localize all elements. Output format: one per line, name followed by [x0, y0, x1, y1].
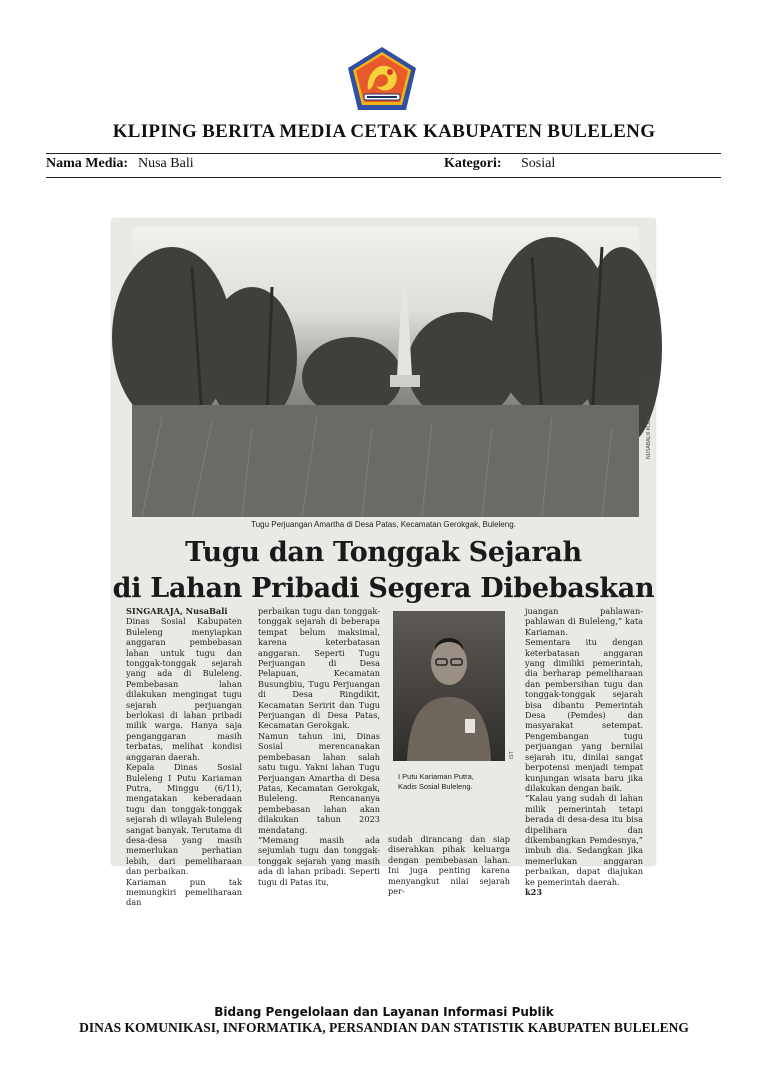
- portrait-caption: [398, 772, 510, 792]
- paragraph: juangan pahlawan-pahlawan di Buleleng,” kata Kariaman.: [525, 606, 643, 637]
- paragraph: sudah dirancang dan siap diserahkan pihak keluarga dengan pembebasan lahan. Ini juga penting karena menyangkut nilai sejarah per-: [388, 834, 510, 897]
- headline-line-2: di Lahan Pribadi Segera Dibebaskan: [112, 573, 655, 604]
- newspaper-clipping: [112, 219, 655, 908]
- footer-department: Bidang Pengelolaan dan Layanan Informasi Publik: [214, 1005, 554, 1019]
- bottom-rule: [46, 177, 721, 178]
- official-portrait: [393, 611, 505, 761]
- paragraph: Namun tahun ini, Dinas Sosial merencanakan pembebasan lahan salah satu tugu. Yakni lahan Tugu Perjuangan Amartha di Desa Patas, Kecamatan Gerokgak, Buleleng. Rencananya pembebasan lahan akan dilakukan tahun 2023 mendatang.: [258, 730, 380, 835]
- document-title: KLIPING BERITA MEDIA CETAK KABUPATEN BULELENG: [112, 121, 656, 142]
- dateline: SINGARAJA, NusaBali: [126, 606, 228, 616]
- buleleng-regency-emblem: [346, 46, 418, 112]
- paragraph: “Kalau yang sudah di lahan milik pemerintah tetapi berada di desa-desa itu bisa dipelihara dan dikembangkan Pemdesnya,” imbuh dia. Sedangkan jika memerlukan anggaran perbaikan, dapat diajukan ke pemerintah daerah.: [525, 793, 643, 887]
- article-column-1: [126, 606, 242, 908]
- media-value: Nusa Bali: [138, 156, 194, 171]
- paragraph: Kariaman pun tak memungkiri pemeliharaan dan: [126, 876, 242, 908]
- portrait-figure: [393, 611, 505, 761]
- photo-credit: NUSABALI/I KOMANG SUPRA ARIAN: [646, 373, 652, 459]
- photo-scene: [132, 227, 639, 517]
- article-column-2: [258, 606, 380, 887]
- article-column-2b: [388, 834, 510, 896]
- top-rule: [46, 153, 721, 154]
- footer-agency: DINAS KOMUNIKASI, INFORMATIKA, PERSANDIAN DAN STATISTIK KABUPATEN BULELENG: [79, 1020, 689, 1035]
- paragraph: “Memang masih ada sejumlah tugu dan tonggak-tonggak sejarah yang masih ada di lahan pribadi. Seperti tugu di Patas itu,: [258, 834, 380, 887]
- author-signature: k23: [525, 886, 543, 897]
- portrait-caption-title: Kadis Sosial Buleleng.: [398, 782, 473, 791]
- portrait-caption-name: I Putu Kariaman Putra,: [398, 772, 474, 781]
- portrait-credit: IST: [509, 751, 515, 759]
- paragraph: Kepala Dinas Sosial Buleleng I Putu Kariaman Putra, Minggu (6/11), mengatakan keberadaan tugu dan tonggak-tonggak sejarah di wilayah Buleleng sangat banyak. Terutama di desa-desa yang masih memerlukan perhatian lebih, dari pemeliharaan dan perbaikan.: [126, 762, 242, 877]
- category-value: Sosial: [521, 156, 556, 171]
- media-label: Nama Media:: [46, 156, 129, 171]
- paragraph: Dinas Sosial Kabupaten Buleleng menyiapkan anggaran pembebasan lahan untuk tugu dan tonggak-tonggak sejarah yang ada di Buleleng. Pembebasan lahan dilakukan mengingat tugu sejarah perjuangan berlokasi di lahan pribadi milik warga. Hanya saja penganggaran masih terbatas, melihat kondisi anggaran daerah.: [126, 616, 242, 762]
- paragraph: perbaikan tugu dan tonggak-tonggak sejarah di beberapa tempat belum maksimal, karena keterbatasan anggaran. Seperti Tugu Perjuangan di Desa Pelapuan, Kecamatan Busungbiu, Tugu Perjuangan di Desa Ringdikit, Kecamatan Seririt dan Tugu Perjuangan di Desa Patas, Kecamatan Gerokgak.: [258, 606, 380, 731]
- monument-photo: [132, 227, 639, 517]
- category-label: Kategori:: [444, 156, 502, 171]
- photo-caption: Tugu Perjuangan Amartha di Desa Patas, Kecamatan Gerokgak, Buleleng.: [251, 520, 516, 529]
- article-column-3: [525, 606, 643, 897]
- paragraph: Sementara itu dengan keterbatasan anggaran yang dimiliki pemerintah, dia berharap pemeliharaan dan pembersihan tugu dan tonggak-tonggak sejarah bisa dibantu Pemerintah Desa (Pemdes) dan masyarakat setempat. Pengembangan tugu perjuangan yang bernilai sejarah itu, dinilai sangat berpotensi menjadi tempat kunjungan wisata baru jika dilakukan dengan baik.: [525, 637, 643, 793]
- headline-line-1: Tugu dan Tonggak Sejarah: [185, 537, 582, 568]
